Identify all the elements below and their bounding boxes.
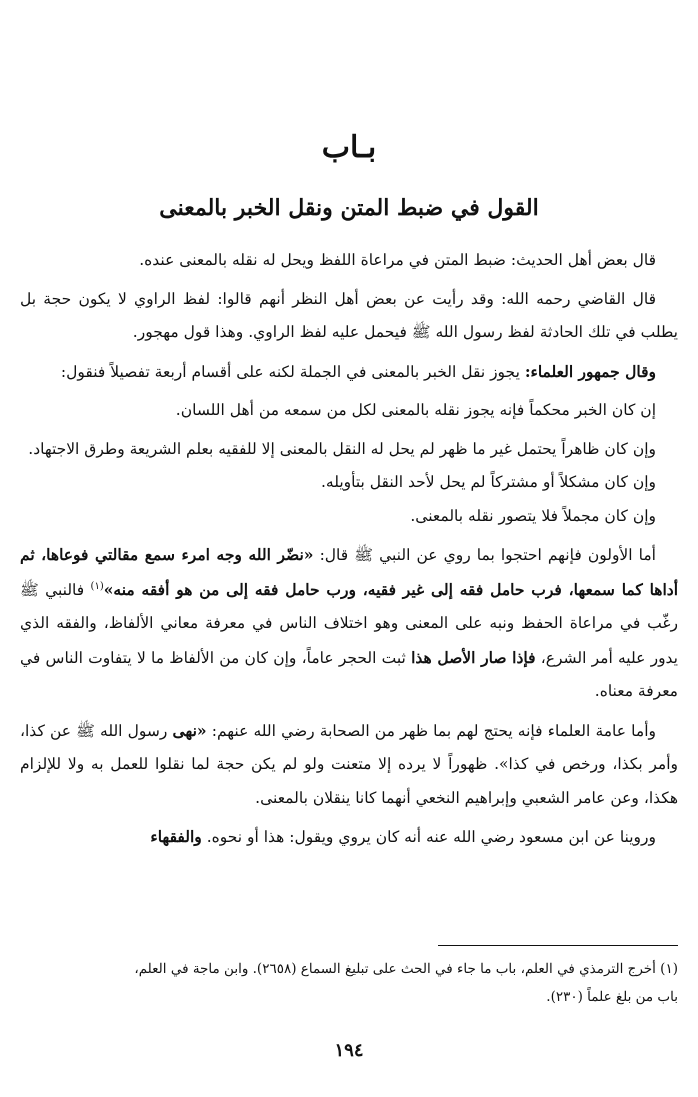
- text-run: رسول الله ﷺ عن كذا، وأمر بكذا، ورخص في كذا». ظهوراً لا يرده إلا متعنت ولو لم يكن حجة لما نقلوا للعمل به ولا للإلزام هكذا، وعن عامر الشعبي وإبراهيم النخعي أنهما كانا ينقلان بالمعنى.: [20, 721, 678, 807]
- paragraph-8: [20, 538, 678, 709]
- paragraph-5: وإن كان ظاهراً يحتمل غير ما ظهر لم يحل له النقل بالمعنى إلا للفقيه بعلم الشريعة وطرق الاجتهاد.: [28, 439, 656, 458]
- paragraph-2: قال القاضي رحمه الله: وقد رأيت عن بعض أهل النظر أنهم قالوا: لفظ الراوي لا يكون حجة بل يطلب في تلك الحادثة لفظ رسول الله ﷺ فيحمل عليه لفظ الراوي. وهذا قول مهجور.: [20, 289, 678, 341]
- footnote-line-2: باب من بلغ علماً (٢٣٠).: [546, 989, 678, 1005]
- text-run: يجوز نقل الخبر بالمعنى في الجملة لكنه على أقسام أربعة تفصيلاً فنقول:: [60, 362, 525, 381]
- text-run: ثبت الحجر عاماً، وإن كان من الألفاظ ما لا يتفاوت الناس في معرفة معناه.: [20, 648, 678, 700]
- bold-phrase: فإذا صار الأصل هذا: [411, 647, 536, 667]
- paragraph-9: [20, 714, 678, 816]
- body-text: [20, 244, 678, 855]
- footnote: [20, 955, 678, 1011]
- page-number: ١٩٤: [334, 1040, 364, 1061]
- text-run: فالنبي ﷺ رغّب في مراعاة الحفظ ونبه على المعنى وهو اختلاف الناس في معرفة معاني الألفاظ، والفقه الذي يدور عليه أمر الشرع،: [20, 580, 678, 667]
- paragraph-1: قال بعض أهل الحديث: ضبط المتن في مراعاة اللفظ ويحل له نقله بالمعنى عنده.: [139, 251, 656, 269]
- text-run: أما الأولون فإنهم احتجوا بما روي عن النبي ﷺ قال:: [313, 546, 656, 564]
- section-title: القول في ضبط المتن ونقل الخبر بالمعنى: [159, 195, 539, 221]
- paragraph-3: [20, 355, 678, 390]
- footnote-reference: (١): [90, 580, 104, 592]
- paragraph-10: [20, 820, 678, 855]
- bold-phrase: وقال جمهور العلماء:: [524, 361, 656, 381]
- paragraph-4: إن كان الخبر محكماً فإنه يجوز نقله بالمعنى لكل من سمعه من أهل اللسان.: [175, 401, 656, 419]
- paragraph-6: وإن كان مشكلاً أو مشتركاً لم يحل لأحد النقل بتأويله.: [320, 473, 656, 491]
- paragraph-7: وإن كان مجملاً فلا يتصور نقله بالمعنى.: [410, 506, 656, 525]
- chapter-title: بـاب: [321, 130, 377, 165]
- hadith-quote: «نضّر الله وجه امرء سمع مقالتي فوعاها، ثم أداها كما سمعها، فرب حامل فقه إلى غير فقيه، ورب حامل فقه إلى من هو أفقه منه»: [20, 545, 678, 599]
- bold-phrase: «نهى: [172, 720, 207, 740]
- bold-phrase: والفقهاء: [150, 827, 202, 846]
- footnote-divider: [438, 945, 678, 946]
- text-run: وروينا عن ابن مسعود رضي الله عنه أنه كان يروي ويقول: هذا أو نحوه.: [201, 828, 656, 846]
- footnote-line-1: (١) أخرج الترمذي في العلم، باب ما جاء في الحث على تبليغ السماع (٢٦٥٨). وابن ماجة في العلم،: [134, 961, 678, 977]
- text-run: وأما عامة العلماء فإنه يحتج لهم بما ظهر من الصحابة رضي الله عنهم:: [206, 721, 656, 740]
